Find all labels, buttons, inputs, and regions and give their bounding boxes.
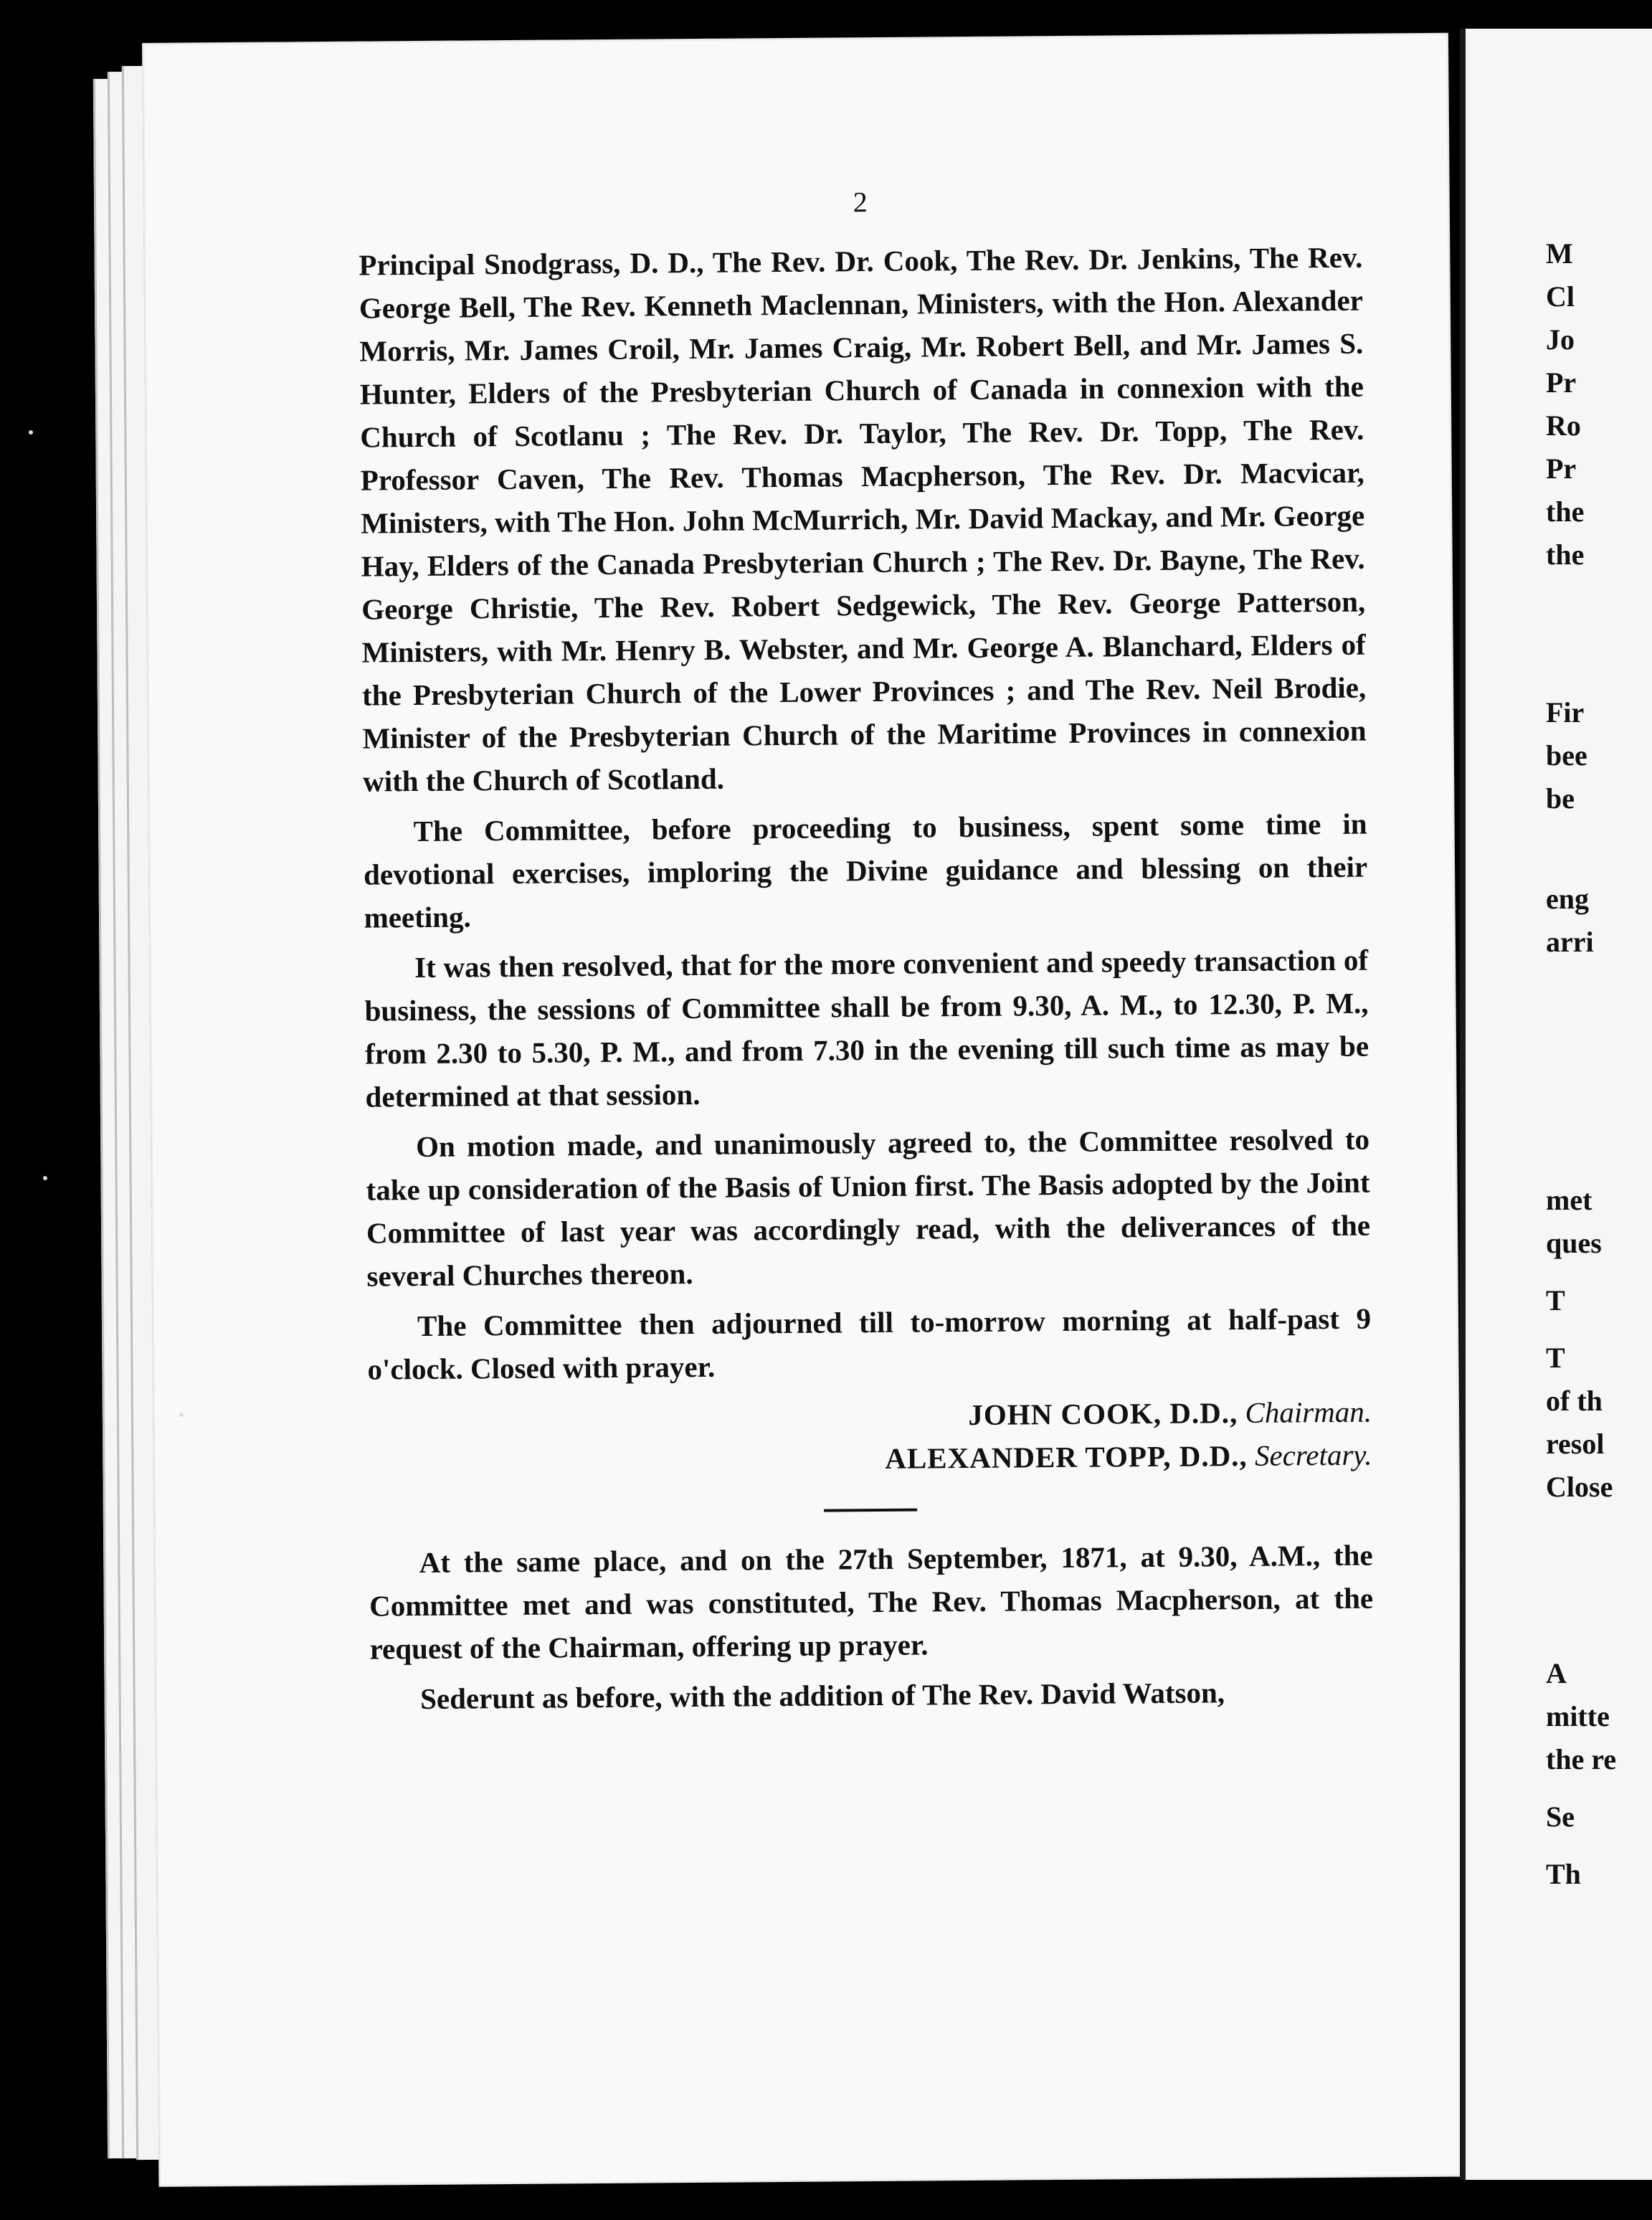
adjacent-page-text: the re: [1546, 1743, 1617, 1775]
dust-speck: [43, 1176, 47, 1180]
signature-role: Secretary.: [1254, 1438, 1372, 1472]
adjacent-page: [1460, 29, 1652, 2180]
signature-secretary: [368, 1433, 1372, 1484]
dust-speck: [29, 430, 33, 435]
signature-chairman: [368, 1390, 1372, 1441]
adjacent-page-text: Fir: [1546, 696, 1585, 729]
adjacent-page-text: met: [1546, 1184, 1592, 1216]
sederunt-paragraph: Principal Snodgrass, D. D., The Rev. Dr. Cook, The Rev. Dr. Jenkins, The Rev. George Bell, The Rev. Kenneth Maclennan, Ministers, with the Hon. Alexander Morris, Mr. James Croil, Mr. James Craig, Mr. Robert Bell, and Mr. James S. Hunter, Elders of the Presbyterian Church of Canada in connexion with the Church of Scotlanu ; The Rev. Dr. Taylor, The Rev. Dr. Topp, The Rev. Professor Caven, The Rev. Thomas Macpherson, The Rev. Dr. Macvicar, Ministers, with The Hon. John McMurrich, Mr. David Mackay, and Mr. George Hay, Elders of the Canada Presbyterian Church ; The Rev. Dr. Bayne, The Rev. George Christie, The Rev. Robert Sedgewick, The Rev. George Patterson, Ministers, with Mr. Henry B. Webster, and Mr. George A. Blanchard, Elders of the Presbyterian Church of the Lower Provinces ; and The Rev. Neil Brodie, Minister of the Presbyterian Church of the Maritime Provinces in connexion with the Church of Scotland.: [359, 240, 1367, 798]
page-number: 2: [853, 186, 868, 219]
adjacent-page-text: Se: [1546, 1801, 1575, 1833]
adjacent-page-text: Pr: [1546, 366, 1577, 399]
adjacent-page-text: mitte: [1546, 1700, 1610, 1732]
adjacent-page-text: Jo: [1546, 323, 1575, 356]
adjacent-page-text: T: [1546, 1284, 1565, 1317]
dust-speck: [179, 1413, 184, 1417]
adjacent-page-text: Ro: [1546, 409, 1581, 442]
adjacent-page-text: M: [1546, 237, 1573, 270]
adjacent-page-text: Cl: [1546, 280, 1575, 313]
signature-block: [368, 1390, 1372, 1484]
devotional-paragraph: The Committee, before proceeding to business, spent some time in devotional exercises, imploring the Divine guidance and blessing on their meeting.: [363, 807, 1368, 934]
signature-name: JOHN COOK, D.D.,: [968, 1396, 1238, 1432]
adjacent-page-text: Th: [1546, 1858, 1581, 1890]
adjournment-paragraph: The Committee then adjourned till to-morrow morning at half-past 9 o'clock. Closed with prayer.: [367, 1301, 1372, 1386]
adjacent-page-text: A: [1546, 1657, 1567, 1689]
adjacent-page-text: resol: [1546, 1428, 1605, 1460]
adjacent-page-text: of th: [1546, 1385, 1603, 1417]
signature-role: Chairman.: [1245, 1395, 1372, 1429]
adjacent-page-text: ques: [1546, 1227, 1602, 1259]
document-page: [142, 33, 1465, 2187]
adjacent-page-text: Close: [1546, 1471, 1613, 1503]
adjacent-page-text: be: [1546, 782, 1575, 815]
adjacent-page-text: Pr: [1546, 452, 1577, 485]
adjacent-page-text: eng: [1546, 883, 1589, 915]
adjacent-page-text: bee: [1546, 739, 1587, 772]
sederunt-continuation-paragraph: Sederunt as before, with the addition of The Rev. David Watson,: [419, 1676, 1225, 1716]
motion-paragraph: On motion made, and unanimously agreed to, the Committee resolved to take up consideration of the Basis of Union first. The Basis adopted by the Joint Committee of last year was accordingly read, with the deliverances of the several Churches thereon.: [366, 1122, 1371, 1293]
adjacent-page-text: the: [1546, 495, 1585, 528]
sessions-paragraph: It was then resolved, that for the more convenient and speedy transaction of business, the sessions of Committee shall be from 9.30, A. M., to 12.30, P. M., from 2.30 to 5.30, P. M., and from 7.30 in the evening till such time as may be determined at that session.: [364, 943, 1369, 1114]
adjacent-page-text: T: [1546, 1342, 1565, 1374]
adjacent-page-text: the: [1546, 539, 1585, 571]
signature-name: ALEXANDER TOPP, D.D.,: [885, 1438, 1248, 1475]
second-meeting-paragraph: At the same place, and on the 27th September, 1871, at 9.30, A.M., the Committee met and was constituted, The Rev. Thomas Macpherson, at the request of the Chairman, offering up prayer.: [369, 1538, 1374, 1666]
page-body: [359, 177, 1375, 1728]
section-divider: [824, 1509, 917, 1512]
adjacent-page-text: arri: [1546, 926, 1594, 958]
